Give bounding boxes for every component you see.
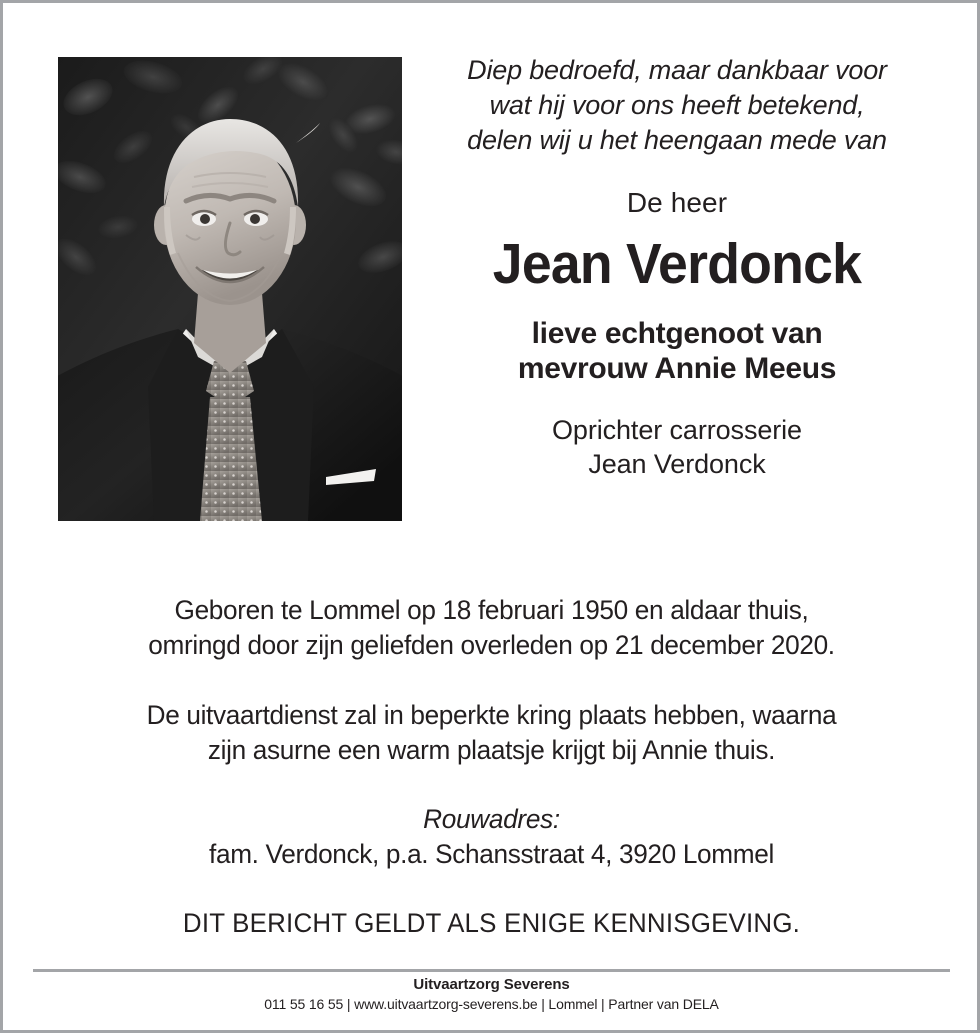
details-section [33, 593, 950, 940]
role-line-1: Oprichter carrosserie [552, 415, 802, 445]
funeral-home-contact: 011 55 16 55 | www.uitvaartzorg-severens.be | Lommel | Partner van DELA [264, 996, 719, 1012]
service-line-2: zijn asurne een warm plaatsje krijgt bij Annie thuis. [207, 735, 776, 765]
announcement-column [407, 53, 947, 481]
salutation: De heer [626, 187, 728, 218]
role-text [407, 413, 947, 481]
role-line-2: Jean Verdonck [588, 449, 766, 479]
spouse-line-1: lieve echtgenoot van [531, 317, 823, 350]
intro-line-3: delen wij u het heengaan mede van [467, 125, 887, 155]
portrait-illustration [58, 57, 402, 521]
service-line-1: De uitvaartdienst zal in beperkte kring plaats hebben, waarna [146, 700, 837, 730]
birth-death-line-2: omringd door zijn geliefden overleden op 21 december 2020. [148, 630, 835, 660]
spouse-text [407, 316, 947, 386]
spouse-line-2: mevrouw Annie Meeus [517, 352, 837, 385]
intro-line-2: wat hij voor ons heeft betekend, [489, 90, 865, 120]
footer-divider [33, 969, 950, 972]
mourning-address-paragraph [47, 802, 936, 872]
top-section [3, 3, 977, 525]
intro-line-1: Diep bedroefd, maar dankbaar voor [467, 55, 887, 85]
mourning-address-value: fam. Verdonck, p.a. Schansstraat 4, 3920 Lommel [209, 839, 774, 869]
mourning-address-label: Rouwadres: [423, 804, 560, 834]
service-paragraph [47, 698, 936, 768]
birth-death-line-1: Geboren te Lommel op 18 februari 1950 en aldaar thuis, [174, 595, 809, 625]
deceased-name: Jean Verdonck [492, 232, 862, 296]
birth-death-paragraph [47, 593, 936, 663]
funeral-home-name: Uitvaartzorg Severens [413, 976, 570, 993]
footer-section [33, 975, 950, 1014]
intro-text [407, 53, 947, 158]
portrait-photo [58, 57, 402, 521]
single-notice-text: DIT BERICHT GELDT ALS ENIGE KENNISGEVING. [182, 908, 801, 938]
